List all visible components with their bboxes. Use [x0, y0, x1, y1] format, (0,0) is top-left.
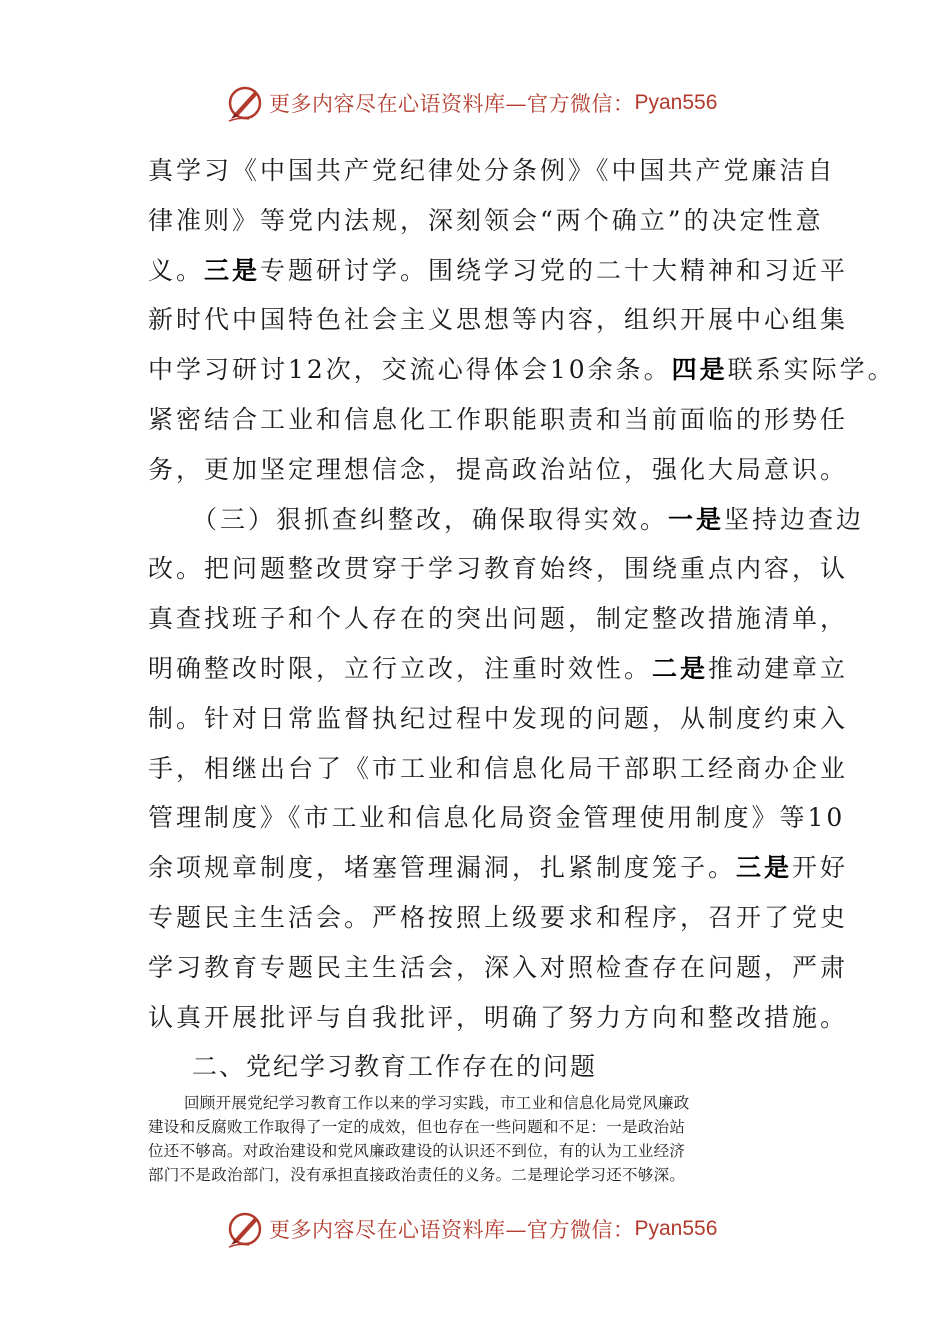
- body-line: [148, 853, 848, 883]
- pen-logo-icon: [225, 1209, 265, 1249]
- line-segment: 专题研讨学。围绕学习党的二十大精神和习近平: [260, 255, 849, 285]
- line-segment: 真查找班子和个人存在的突出问题，制定整改措施清单，: [148, 604, 849, 634]
- body-line: [148, 256, 848, 286]
- line-segment: 管理制度》《市工业和信息化局资金管理使用制度》等10: [148, 803, 846, 833]
- line-segment: 联系实际学。: [727, 355, 896, 385]
- header-banner: [225, 80, 717, 126]
- body-line: [148, 455, 848, 485]
- bold-marker: 二是: [652, 654, 709, 683]
- body-line: [148, 1003, 848, 1033]
- body-line: [148, 903, 848, 933]
- small-line: 回顾开展党纪学习教育工作以来的学习实践，市工业和信息化局党风廉政: [184, 1094, 690, 1112]
- body-line: [148, 953, 848, 983]
- line-segment: 改。把问题整改贯穿于学习教育始终，围绕重点内容，认: [148, 554, 849, 584]
- line-segment: 新时代中国特色社会主义思想等内容，组织开展中心组集: [148, 305, 849, 335]
- body-line: [148, 754, 848, 784]
- body-line: [148, 405, 848, 435]
- body-line: [148, 554, 848, 584]
- line-segment: 明确整改时限，立行立改，注重时效性。: [148, 654, 653, 683]
- line-segment: 务，更加坚定理想信念，提高政治站位，强化大局意识。: [148, 454, 849, 484]
- bold-marker: 三是: [204, 255, 261, 285]
- banner-text: 更多内容尽在心语资料库—官方微信：: [269, 1218, 635, 1242]
- bold-marker: 一是: [668, 504, 725, 534]
- line-segment: 认真开展批评与自我批评，明确了努力方向和整改措施。: [148, 1002, 849, 1032]
- bold-marker: 三是: [736, 853, 793, 883]
- body-line: [148, 305, 848, 335]
- body-line: [148, 206, 824, 236]
- body-line: [148, 355, 896, 385]
- line-segment: 制。针对日常监督执纪过程中发现的问题，从制度约束入: [148, 703, 849, 733]
- line-segment: 真学习《中国共产党纪律处分条例》《中国共产党廉洁自: [148, 156, 836, 185]
- line-segment: 推动建章立: [708, 654, 849, 683]
- banner-wechat-id: Pyan556: [634, 91, 718, 114]
- body-line: [192, 505, 864, 535]
- line-segment: 中学习研讨12次，交流心得体会10余条。: [148, 355, 672, 385]
- line-segment: 专题民主生活会。严格按照上级要求和程序，召开了党史: [148, 903, 849, 932]
- line-segment: （三）狠抓查纠整改，确保取得实效。: [192, 504, 669, 534]
- line-segment: 余项规章制度，堵塞管理漏洞，扎紧制度笼子。: [148, 853, 737, 883]
- small-line: 建设和反腐败工作取得了一定的成效，但也存在一些问题和不足：一是政治站: [148, 1118, 686, 1136]
- line-segment: 坚持边查边: [724, 504, 865, 534]
- body-line: [148, 604, 848, 634]
- section-heading: 二、党纪学习教育工作存在的问题: [192, 1052, 598, 1081]
- line-segment: 手，相继出台了《市工业和信息化局干部职工经商办企业: [148, 753, 849, 783]
- body-line: [148, 654, 848, 684]
- footer-banner: [225, 1206, 717, 1252]
- line-segment: 学习教育专题民主生活会，深入对照检查存在问题，严肃: [148, 952, 849, 982]
- banner-text: 更多内容尽在心语资料库—官方微信：: [269, 92, 635, 116]
- line-segment: 开好: [792, 853, 849, 883]
- line-segment: 律准则》等党内法规，深刻领会“两个确立”的决定性意: [148, 205, 824, 235]
- body-line: [148, 156, 836, 186]
- pen-logo-icon: [225, 83, 265, 123]
- banner-wechat-id: Pyan556: [634, 1217, 718, 1240]
- body-line: [148, 803, 845, 833]
- line-segment: 义。: [148, 255, 205, 285]
- line-segment: 紧密结合工业和信息化工作职能职责和当前面临的形势任: [148, 405, 849, 434]
- bold-marker: 四是: [671, 355, 728, 385]
- small-line: 部门不是政治部门，没有承担直接政治责任的义务。二是理论学习还不够深。: [148, 1166, 686, 1184]
- body-line: [148, 704, 848, 734]
- small-line: 位还不够高。对政治建设和党风廉政建设的认识还不到位，有的认为工业经济: [148, 1142, 686, 1160]
